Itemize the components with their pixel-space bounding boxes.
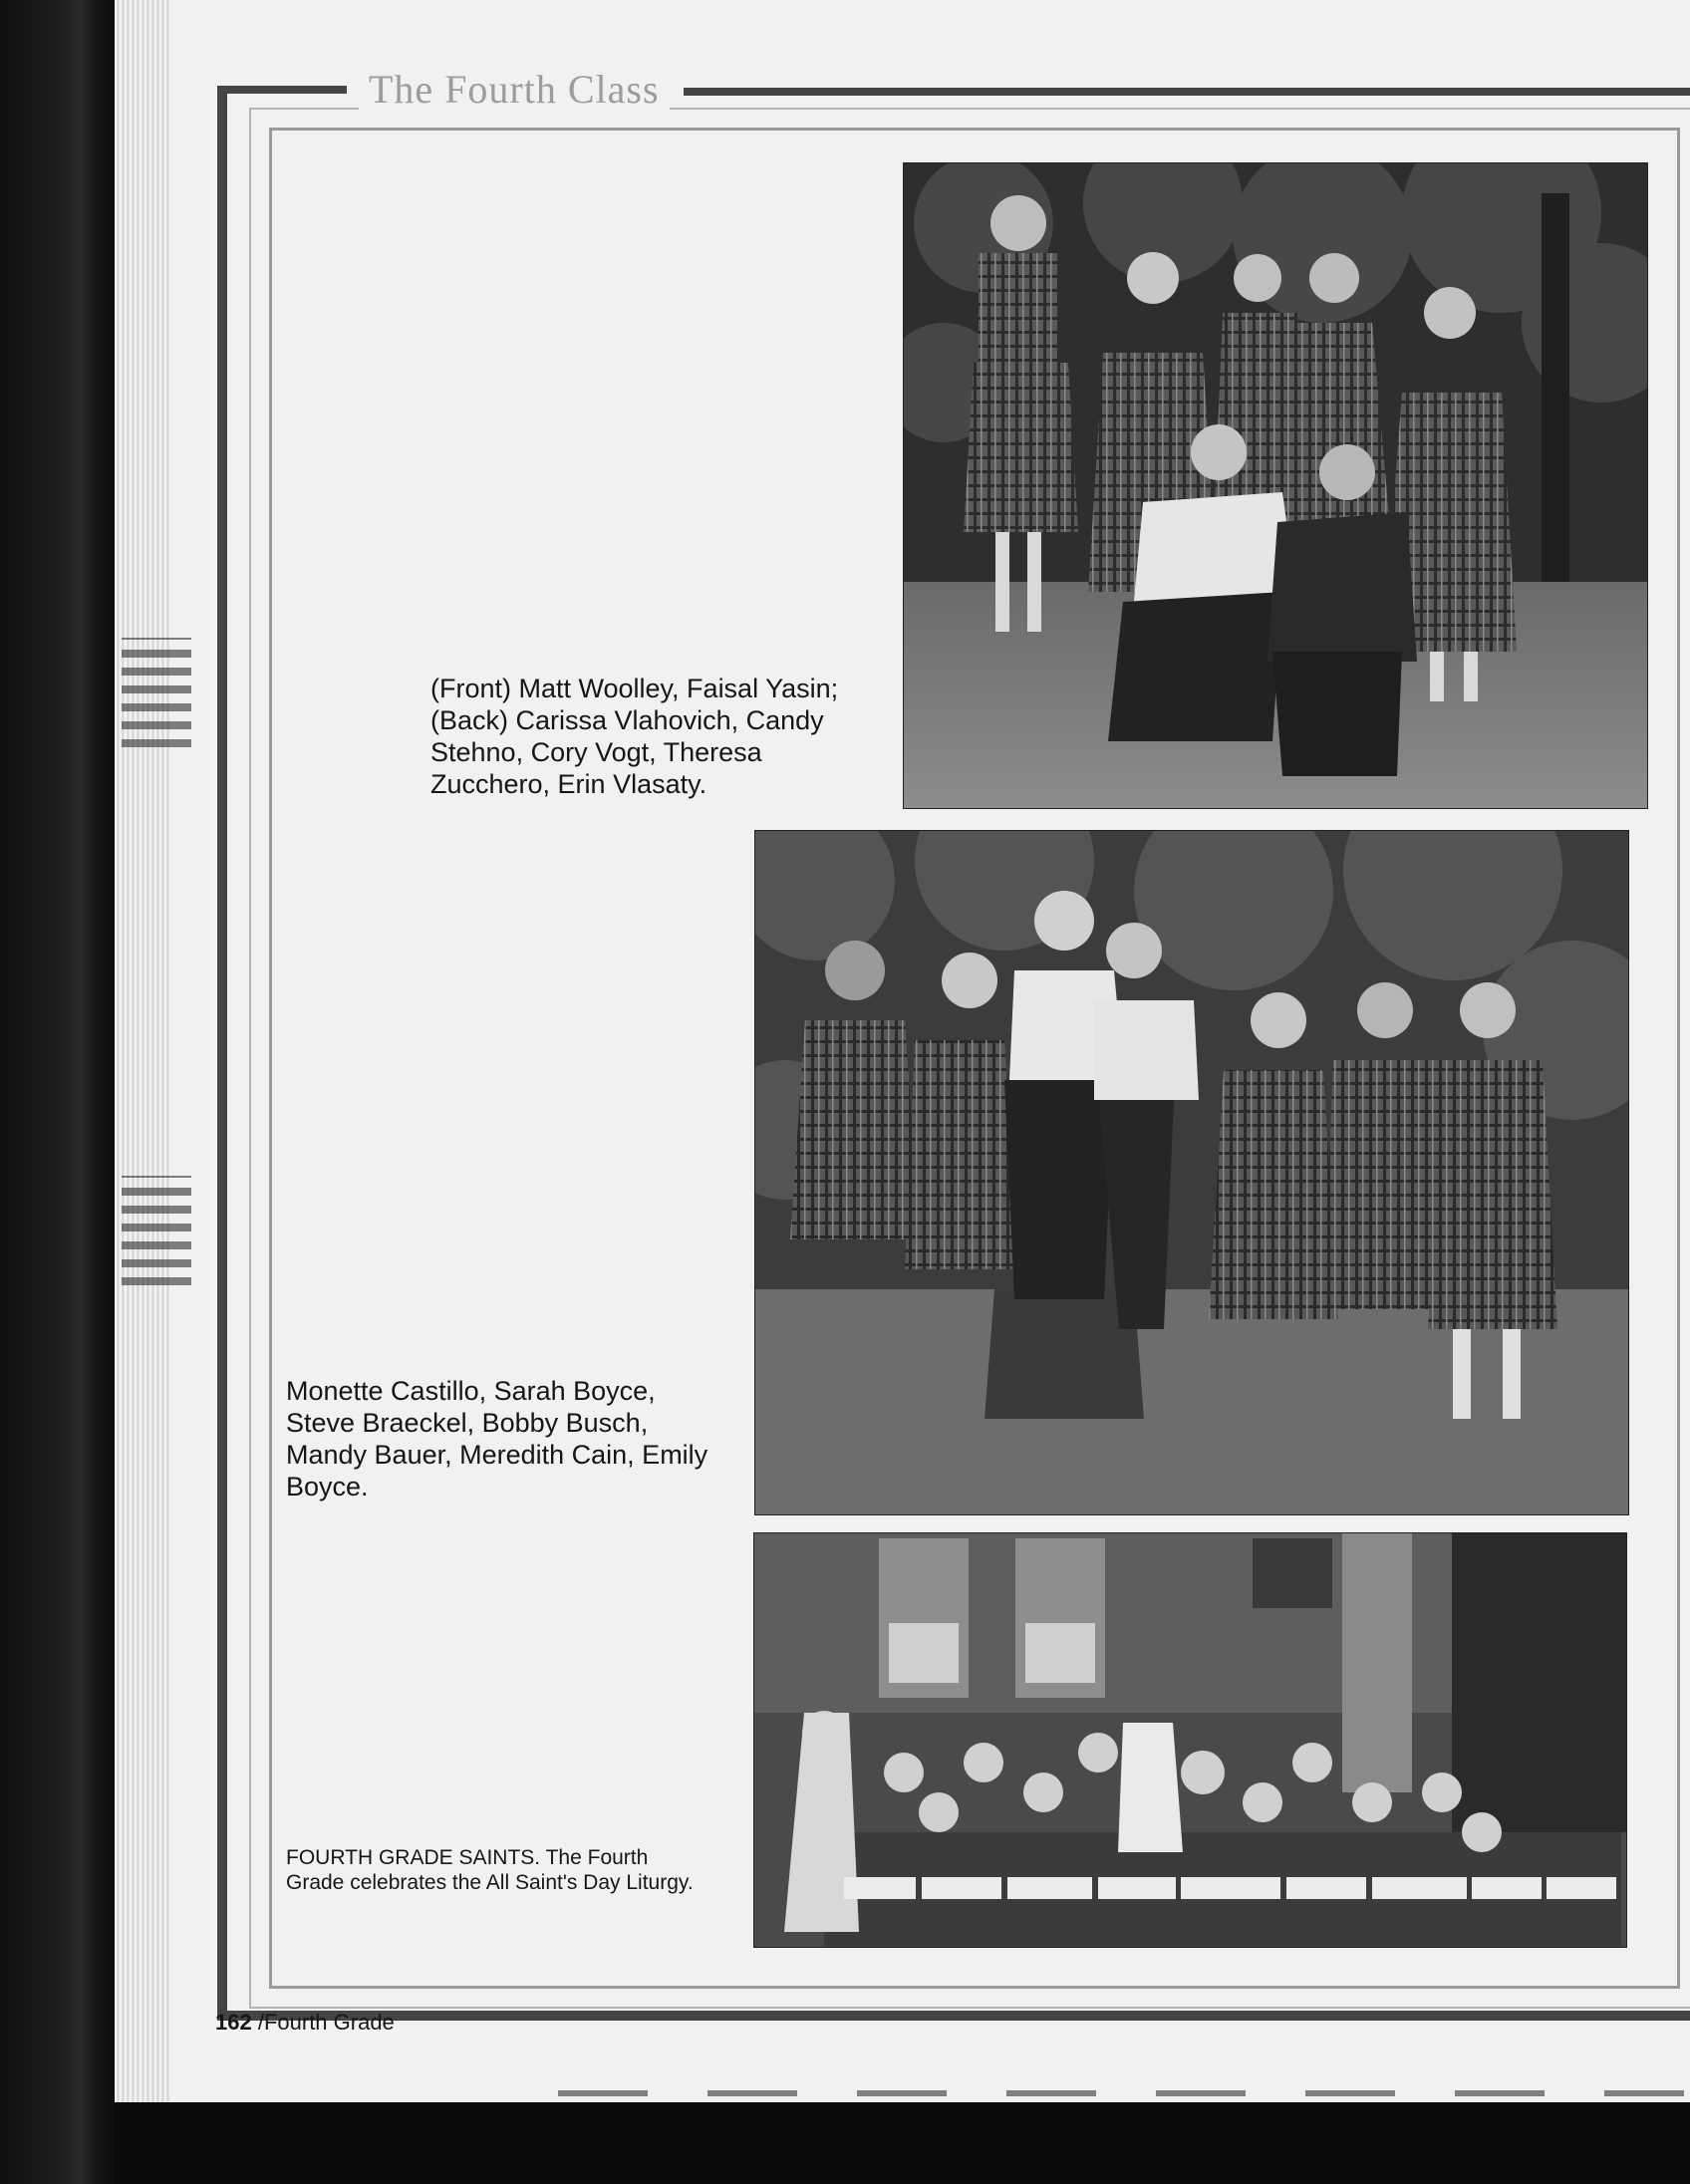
page-folio: [215, 2010, 395, 2036]
spine-marking: [122, 1176, 191, 1295]
bottom-edge-marks: [558, 2090, 1684, 2096]
photo-1-caption: (Front) Matt Woolley, Faisal Yasin; (Back) Carissa Vlahovich, Candy Stehno, Cory Vogt, Theresa Zucchero, Erin Vlasaty.: [430, 674, 839, 799]
frame-rule-right: [684, 88, 1690, 96]
section-title: The Fourth Class: [359, 66, 670, 114]
class-photo-3: [753, 1532, 1627, 1948]
class-photo-2: [754, 830, 1629, 1515]
page-section: /Fourth Grade: [257, 2010, 395, 2035]
frame-rule-left: [217, 86, 347, 94]
book-spine: [0, 0, 115, 2184]
page-edges: [115, 0, 174, 2102]
class-photo-1: [903, 162, 1648, 809]
spine-marking: [122, 638, 191, 757]
photo-3-caption: FOURTH GRADE SAINTS. The Fourth Grade celebrates the All Saint's Day Liturgy.: [286, 1846, 694, 1894]
page-number: 162: [215, 2010, 252, 2035]
photo-2-caption: Monette Castillo, Sarah Boyce, Steve Braeckel, Bobby Busch, Mandy Bauer, Meredith Cain, Emily Boyce.: [286, 1376, 708, 1502]
